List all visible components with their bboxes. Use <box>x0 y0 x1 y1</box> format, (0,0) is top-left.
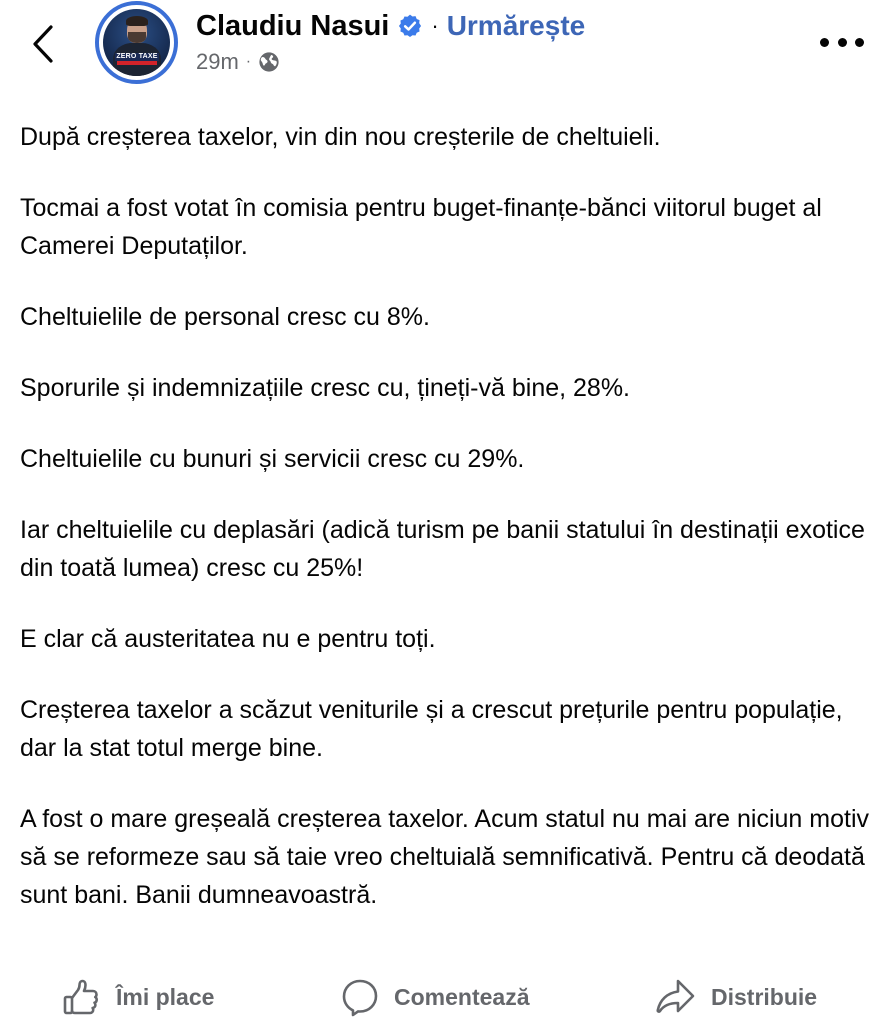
post-time[interactable]: 29m <box>196 49 239 74</box>
avatar-badge-text: ZERO TAXE <box>116 53 158 60</box>
name-separator: · <box>431 13 439 38</box>
post-paragraph: Cheltuielile cu bunuri și servicii cresc cu 29%. <box>20 445 525 473</box>
comment-bubble-icon <box>340 977 380 1017</box>
meta-separator: · <box>245 53 252 70</box>
comment-button[interactable] <box>340 970 529 1024</box>
chevron-left-icon <box>32 24 54 64</box>
post-paragraph: Tocmai a fost votat în comisia pentru buget-finanțe-bănci viitorul buget al Camerei Deputaților. <box>20 194 822 260</box>
post-paragraph: E clar că austeritatea nu e pentru toți. <box>20 625 436 653</box>
verified-badge-icon <box>397 13 423 39</box>
follow-button[interactable]: Urmărește <box>446 10 586 41</box>
more-horizontal-icon <box>820 38 829 47</box>
avatar-image <box>103 9 170 76</box>
thumbs-up-icon <box>62 977 102 1017</box>
share-label: Distribuie <box>711 983 818 1010</box>
comment-label: Comentează <box>394 983 530 1010</box>
post-paragraph: După creșterea taxelor, vin din nou creșterile de cheltuieli. <box>20 123 661 151</box>
post-paragraph: Sporurile și indemnizațiile cresc cu, țineți-vă bine, 28%. <box>20 374 630 402</box>
share-arrow-icon <box>655 977 697 1017</box>
more-options-button[interactable] <box>820 30 864 54</box>
post-actions-bar <box>0 970 893 1024</box>
post-paragraph: Cheltuielile de personal cresc cu 8%. <box>20 303 430 331</box>
back-button[interactable] <box>28 22 58 66</box>
post-paragraph: Iar cheltuielile cu deplasări (adică turism pe banii statului în destinații exotice din toată lumea) cresc cu 25%! <box>20 516 865 582</box>
avatar[interactable] <box>95 1 178 84</box>
like-label: Îmi place <box>116 983 215 1010</box>
post-text <box>20 118 870 914</box>
author-name[interactable]: Claudiu Nasui <box>196 9 390 42</box>
post-paragraph: Creșterea taxelor a scăzut veniturile și a crescut prețurile pentru populație, dar la stat totul merge bine. <box>20 696 843 762</box>
like-button[interactable] <box>62 970 214 1024</box>
post-paragraph: A fost o mare greșeală creșterea taxelor. Acum statul nu mai are niciun motiv să se reformeze sau să taie vreo cheltuială semnificativă. Pentru că deodată sunt bani. Banii dumneavoastră. <box>20 805 870 909</box>
share-button[interactable] <box>655 970 817 1024</box>
globe-icon <box>258 51 280 73</box>
post-header <box>0 0 893 100</box>
post-meta <box>196 48 280 76</box>
author-row <box>196 6 585 46</box>
